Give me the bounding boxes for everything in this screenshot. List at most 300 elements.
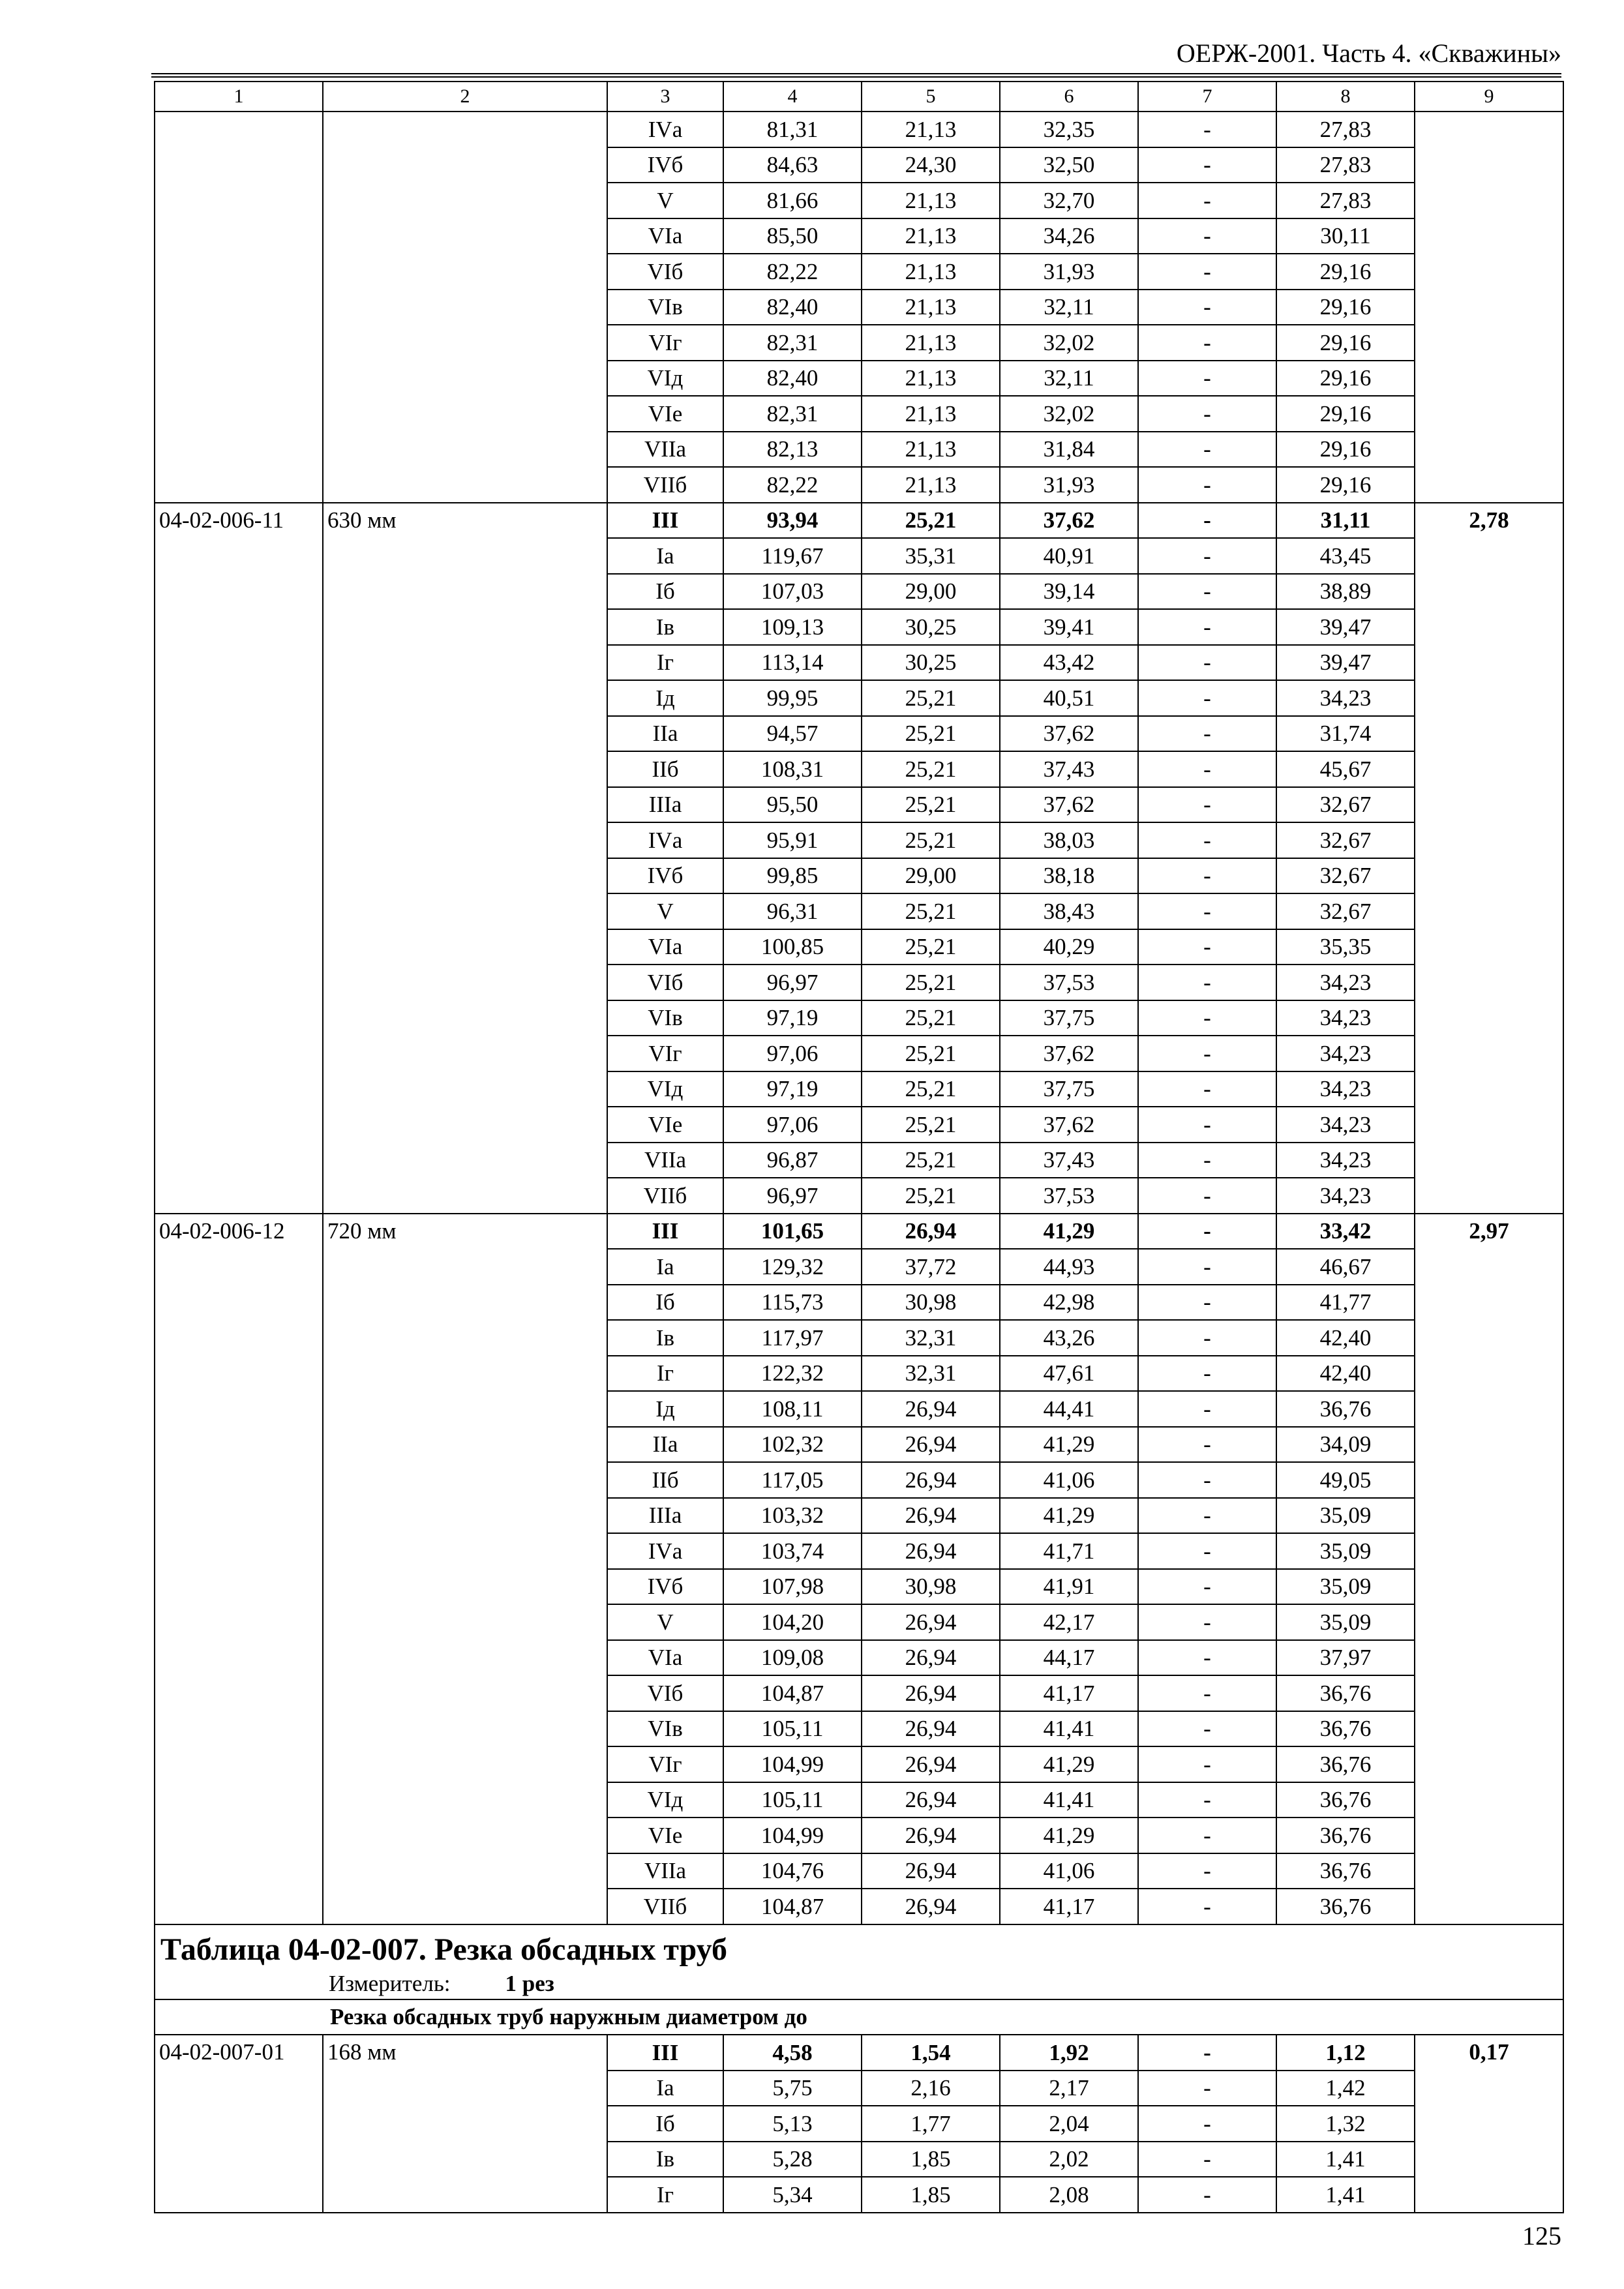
total-cost-cell: 96,31 — [723, 893, 862, 929]
driver-wages-cell: - — [1138, 1889, 1276, 1924]
zone-code-cell: IVа — [607, 822, 723, 858]
total-cost-cell: 107,03 — [723, 574, 862, 610]
machine-operation-cell: 42,98 — [1000, 1285, 1138, 1321]
total-cost-cell: 104,99 — [723, 1818, 862, 1853]
zone-code-cell: VIе — [607, 396, 723, 432]
wages-cell: 26,94 — [862, 1427, 1000, 1463]
driver-wages-cell: - — [1138, 1604, 1276, 1640]
zone-code-cell: Iг — [607, 2177, 723, 2213]
rate-parameter — [323, 112, 607, 503]
driver-wages-cell: - — [1138, 538, 1276, 574]
driver-wages-cell: - — [1138, 1285, 1276, 1321]
total-cost-cell: 85,50 — [723, 218, 862, 254]
materials-cell: 1,41 — [1276, 2142, 1415, 2177]
wages-cell: 24,30 — [862, 147, 1000, 183]
measure-label: Измеритель: — [329, 1970, 451, 1996]
driver-wages-cell: - — [1138, 858, 1276, 894]
machine-operation-cell: 32,02 — [1000, 396, 1138, 432]
total-cost-cell: 119,67 — [723, 538, 862, 574]
machine-operation-cell: 41,71 — [1000, 1533, 1138, 1569]
total-cost-cell: 97,19 — [723, 1000, 862, 1036]
materials-cell: 36,76 — [1276, 1889, 1415, 1924]
machine-operation-cell: 43,26 — [1000, 1320, 1138, 1356]
rate-code: 04-02-007-01 — [155, 2035, 323, 2213]
materials-cell: 34,23 — [1276, 1178, 1415, 1214]
machine-operation-cell: 37,75 — [1000, 1071, 1138, 1107]
total-cost-cell: 81,31 — [723, 112, 862, 147]
total-cost-cell: 96,87 — [723, 1143, 862, 1178]
machine-operation-cell: 37,62 — [1000, 716, 1138, 752]
driver-wages-cell: - — [1138, 2177, 1276, 2213]
machine-operation-cell: 37,43 — [1000, 751, 1138, 787]
materials-cell: 32,67 — [1276, 787, 1415, 823]
total-cost-cell: 82,22 — [723, 467, 862, 503]
machine-operation-cell: 2,02 — [1000, 2142, 1138, 2177]
wages-cell: 25,21 — [862, 822, 1000, 858]
materials-cell: 37,97 — [1276, 1640, 1415, 1676]
materials-cell: 29,16 — [1276, 325, 1415, 361]
zone-code-cell: VIб — [607, 965, 723, 1000]
driver-wages-cell: - — [1138, 147, 1276, 183]
wages-cell: 32,31 — [862, 1320, 1000, 1356]
wages-cell: 30,25 — [862, 645, 1000, 681]
zone-code-cell: VIб — [607, 1675, 723, 1711]
materials-cell: 31,74 — [1276, 716, 1415, 752]
driver-wages-cell: - — [1138, 361, 1276, 396]
wages-cell: 25,21 — [862, 1178, 1000, 1214]
zone-code-cell: VIIа — [607, 432, 723, 468]
total-cost-cell: 93,94 — [723, 503, 862, 539]
materials-cell: 35,09 — [1276, 1498, 1415, 1534]
machine-operation-cell: 1,92 — [1000, 2035, 1138, 2071]
machine-operation-cell: 40,91 — [1000, 538, 1138, 574]
column-number: 7 — [1138, 82, 1276, 112]
materials-cell: 29,16 — [1276, 254, 1415, 290]
driver-wages-cell: - — [1138, 893, 1276, 929]
total-cost-cell: 102,32 — [723, 1427, 862, 1463]
zone-code-cell: III — [607, 503, 723, 539]
total-cost-cell: 95,50 — [723, 787, 862, 823]
zone-code-cell: Iд — [607, 1391, 723, 1427]
header-rule — [151, 73, 1561, 78]
table-title-cell — [155, 1924, 1563, 1999]
materials-cell: 42,40 — [1276, 1320, 1415, 1356]
materials-cell: 33,42 — [1276, 1214, 1415, 1249]
wages-cell: 25,21 — [862, 965, 1000, 1000]
wages-cell: 32,31 — [862, 1356, 1000, 1392]
zone-code-cell: Iа — [607, 2071, 723, 2106]
zone-code-cell: V — [607, 1604, 723, 1640]
zone-code-cell: VIа — [607, 1640, 723, 1676]
machine-operation-cell: 40,29 — [1000, 929, 1138, 965]
column-number: 9 — [1415, 82, 1563, 112]
materials-cell: 1,32 — [1276, 2106, 1415, 2142]
zone-code-cell: VIа — [607, 929, 723, 965]
machine-operation-cell: 47,61 — [1000, 1356, 1138, 1392]
driver-wages-cell: - — [1138, 822, 1276, 858]
driver-wages-cell: - — [1138, 1391, 1276, 1427]
machine-operation-cell: 44,17 — [1000, 1640, 1138, 1676]
zone-code-cell: Iб — [607, 574, 723, 610]
machine-operation-cell: 41,41 — [1000, 1782, 1138, 1818]
wages-cell: 30,98 — [862, 1569, 1000, 1605]
wages-cell: 21,13 — [862, 325, 1000, 361]
materials-cell: 29,16 — [1276, 290, 1415, 325]
machine-operation-cell: 31,93 — [1000, 467, 1138, 503]
machine-operation-cell: 32,11 — [1000, 290, 1138, 325]
wages-cell: 26,94 — [862, 1711, 1000, 1747]
machine-operation-cell: 32,70 — [1000, 183, 1138, 218]
driver-wages-cell: - — [1138, 1427, 1276, 1463]
labor-cost — [1415, 112, 1563, 503]
zone-code-cell: VIд — [607, 1071, 723, 1107]
total-cost-cell: 99,95 — [723, 680, 862, 716]
rate-parameter: 168 мм — [323, 2035, 607, 2213]
machine-operation-cell: 40,51 — [1000, 680, 1138, 716]
machine-operation-cell: 41,29 — [1000, 1427, 1138, 1463]
total-cost-cell: 97,19 — [723, 1071, 862, 1107]
column-number: 1 — [155, 82, 323, 112]
wages-cell: 26,94 — [862, 1462, 1000, 1498]
wages-cell: 21,13 — [862, 290, 1000, 325]
total-cost-cell: 105,11 — [723, 1711, 862, 1747]
total-cost-cell: 104,87 — [723, 1675, 862, 1711]
driver-wages-cell: - — [1138, 609, 1276, 645]
column-number: 5 — [862, 82, 1000, 112]
machine-operation-cell: 37,62 — [1000, 1036, 1138, 1071]
machine-operation-cell: 41,29 — [1000, 1746, 1138, 1782]
measure-unit: 1 рез — [505, 1970, 554, 1996]
column-number: 4 — [723, 82, 862, 112]
zone-code-cell: Iв — [607, 1320, 723, 1356]
machine-operation-cell: 41,17 — [1000, 1675, 1138, 1711]
total-cost-cell: 5,13 — [723, 2106, 862, 2142]
zone-code-cell: III — [607, 1214, 723, 1249]
driver-wages-cell: - — [1138, 325, 1276, 361]
wages-cell: 26,94 — [862, 1604, 1000, 1640]
materials-cell: 36,76 — [1276, 1746, 1415, 1782]
zone-code-cell: IVа — [607, 112, 723, 147]
wages-cell: 25,21 — [862, 787, 1000, 823]
driver-wages-cell: - — [1138, 1782, 1276, 1818]
machine-operation-cell: 32,02 — [1000, 325, 1138, 361]
driver-wages-cell: - — [1138, 965, 1276, 1000]
wages-cell: 2,16 — [862, 2071, 1000, 2106]
zone-code-cell: IVб — [607, 147, 723, 183]
zone-code-cell: IIIа — [607, 787, 723, 823]
zone-code-cell: VIд — [607, 1782, 723, 1818]
materials-cell: 30,11 — [1276, 218, 1415, 254]
total-cost-cell: 5,34 — [723, 2177, 862, 2213]
driver-wages-cell: - — [1138, 1498, 1276, 1534]
zone-code-cell: VIд — [607, 361, 723, 396]
wages-cell: 21,13 — [862, 467, 1000, 503]
machine-operation-cell: 39,14 — [1000, 574, 1138, 610]
total-cost-cell: 105,11 — [723, 1782, 862, 1818]
total-cost-cell: 97,06 — [723, 1036, 862, 1071]
wages-cell: 25,21 — [862, 1071, 1000, 1107]
machine-operation-cell: 32,11 — [1000, 361, 1138, 396]
zone-code-cell: VIIб — [607, 467, 723, 503]
driver-wages-cell: - — [1138, 2071, 1276, 2106]
wages-cell: 26,94 — [862, 1640, 1000, 1676]
wages-cell: 25,21 — [862, 929, 1000, 965]
wages-cell: 21,13 — [862, 254, 1000, 290]
wages-cell: 25,21 — [862, 1107, 1000, 1143]
total-cost-cell: 108,31 — [723, 751, 862, 787]
materials-cell: 35,09 — [1276, 1533, 1415, 1569]
driver-wages-cell: - — [1138, 112, 1276, 147]
driver-wages-cell: - — [1138, 183, 1276, 218]
machine-operation-cell: 32,50 — [1000, 147, 1138, 183]
driver-wages-cell: - — [1138, 1107, 1276, 1143]
wages-cell: 26,94 — [862, 1391, 1000, 1427]
materials-cell: 34,23 — [1276, 1000, 1415, 1036]
total-cost-cell: 104,87 — [723, 1889, 862, 1924]
total-cost-cell: 84,63 — [723, 147, 862, 183]
total-cost-cell: 117,97 — [723, 1320, 862, 1356]
total-cost-cell: 4,58 — [723, 2035, 862, 2071]
total-cost-cell: 5,28 — [723, 2142, 862, 2177]
total-cost-cell: 113,14 — [723, 645, 862, 681]
materials-cell: 27,83 — [1276, 183, 1415, 218]
wages-cell: 25,21 — [862, 1036, 1000, 1071]
table-row — [155, 2035, 1563, 2071]
materials-cell: 36,76 — [1276, 1675, 1415, 1711]
driver-wages-cell: - — [1138, 2035, 1276, 2071]
zone-code-cell: IIб — [607, 751, 723, 787]
materials-cell: 36,76 — [1276, 1818, 1415, 1853]
total-cost-cell: 96,97 — [723, 1178, 862, 1214]
machine-operation-cell: 42,17 — [1000, 1604, 1138, 1640]
wages-cell: 26,94 — [862, 1214, 1000, 1249]
wages-cell: 25,21 — [862, 893, 1000, 929]
zone-code-cell: IIа — [607, 716, 723, 752]
driver-wages-cell: - — [1138, 503, 1276, 539]
materials-cell: 35,35 — [1276, 929, 1415, 965]
driver-wages-cell: - — [1138, 290, 1276, 325]
column-number: 3 — [607, 82, 723, 112]
machine-operation-cell: 31,93 — [1000, 254, 1138, 290]
subheading-row — [155, 1999, 1563, 2035]
wages-cell: 26,94 — [862, 1746, 1000, 1782]
materials-cell: 38,89 — [1276, 574, 1415, 610]
machine-operation-cell: 41,06 — [1000, 1853, 1138, 1889]
materials-cell: 32,67 — [1276, 858, 1415, 894]
wages-cell: 1,85 — [862, 2142, 1000, 2177]
rate-code: 04-02-006-12 — [155, 1214, 323, 1924]
wages-cell: 1,54 — [862, 2035, 1000, 2071]
driver-wages-cell: - — [1138, 218, 1276, 254]
driver-wages-cell: - — [1138, 1036, 1276, 1071]
materials-cell: 36,76 — [1276, 1711, 1415, 1747]
wages-cell: 26,94 — [862, 1498, 1000, 1534]
materials-cell: 29,16 — [1276, 467, 1415, 503]
zone-code-cell: VIIа — [607, 1853, 723, 1889]
column-number: 8 — [1276, 82, 1415, 112]
zone-code-cell: III — [607, 2035, 723, 2071]
column-number: 6 — [1000, 82, 1138, 112]
machine-operation-cell: 41,06 — [1000, 1462, 1138, 1498]
driver-wages-cell: - — [1138, 1214, 1276, 1249]
wages-cell: 25,21 — [862, 716, 1000, 752]
wages-cell: 26,94 — [862, 1782, 1000, 1818]
materials-cell: 32,67 — [1276, 893, 1415, 929]
zone-code-cell: VIв — [607, 1000, 723, 1036]
machine-operation-cell: 41,29 — [1000, 1214, 1138, 1249]
driver-wages-cell: - — [1138, 1000, 1276, 1036]
total-cost-cell: 82,13 — [723, 432, 862, 468]
total-cost-cell: 82,40 — [723, 290, 862, 325]
machine-operation-cell: 37,62 — [1000, 1107, 1138, 1143]
zone-code-cell: IIа — [607, 1427, 723, 1463]
materials-cell: 27,83 — [1276, 147, 1415, 183]
machine-operation-cell: 43,42 — [1000, 645, 1138, 681]
machine-operation-cell: 38,18 — [1000, 858, 1138, 894]
materials-cell: 31,11 — [1276, 503, 1415, 539]
driver-wages-cell: - — [1138, 1675, 1276, 1711]
wages-cell: 21,13 — [862, 183, 1000, 218]
machine-operation-cell: 2,04 — [1000, 2106, 1138, 2142]
total-cost-cell: 94,57 — [723, 716, 862, 752]
table-row — [155, 1214, 1563, 1249]
driver-wages-cell: - — [1138, 1746, 1276, 1782]
total-cost-cell: 82,31 — [723, 325, 862, 361]
wages-cell: 21,13 — [862, 396, 1000, 432]
materials-cell: 36,76 — [1276, 1391, 1415, 1427]
zone-code-cell: Iа — [607, 1249, 723, 1285]
materials-cell: 27,83 — [1276, 112, 1415, 147]
total-cost-cell: 104,99 — [723, 1746, 862, 1782]
wages-cell: 21,13 — [862, 112, 1000, 147]
driver-wages-cell: - — [1138, 254, 1276, 290]
driver-wages-cell: - — [1138, 751, 1276, 787]
total-cost-cell: 108,11 — [723, 1391, 862, 1427]
zone-code-cell: VIа — [607, 218, 723, 254]
machine-operation-cell: 34,26 — [1000, 218, 1138, 254]
zone-code-cell: IVа — [607, 1533, 723, 1569]
driver-wages-cell: - — [1138, 432, 1276, 468]
driver-wages-cell: - — [1138, 716, 1276, 752]
materials-cell: 34,23 — [1276, 1107, 1415, 1143]
driver-wages-cell: - — [1138, 2106, 1276, 2142]
wages-cell: 25,21 — [862, 680, 1000, 716]
machine-operation-cell: 41,17 — [1000, 1889, 1138, 1924]
table-title-row — [155, 1924, 1563, 1999]
machine-operation-cell: 44,93 — [1000, 1249, 1138, 1285]
total-cost-cell: 81,66 — [723, 183, 862, 218]
driver-wages-cell: - — [1138, 1462, 1276, 1498]
zone-code-cell: Iб — [607, 1285, 723, 1321]
driver-wages-cell: - — [1138, 1569, 1276, 1605]
driver-wages-cell: - — [1138, 1853, 1276, 1889]
total-cost-cell: 104,20 — [723, 1604, 862, 1640]
materials-cell: 34,23 — [1276, 1071, 1415, 1107]
materials-cell: 35,09 — [1276, 1604, 1415, 1640]
wages-cell: 21,13 — [862, 218, 1000, 254]
materials-cell: 1,42 — [1276, 2071, 1415, 2106]
driver-wages-cell: - — [1138, 1178, 1276, 1214]
machine-operation-cell: 37,53 — [1000, 1178, 1138, 1214]
column-number: 2 — [323, 82, 607, 112]
driver-wages-cell: - — [1138, 574, 1276, 610]
zone-code-cell: VIг — [607, 1036, 723, 1071]
materials-cell: 34,23 — [1276, 1143, 1415, 1178]
total-cost-cell: 82,31 — [723, 396, 862, 432]
zone-code-cell: Iг — [607, 645, 723, 681]
rate-parameter: 630 мм — [323, 503, 607, 1214]
table-title: Таблица 04-02-007. Резка обсадных труб — [160, 1932, 727, 1967]
materials-cell: 34,09 — [1276, 1427, 1415, 1463]
driver-wages-cell: - — [1138, 680, 1276, 716]
wages-cell: 29,00 — [862, 858, 1000, 894]
zone-code-cell: V — [607, 183, 723, 218]
labor-cost: 0,17 — [1415, 2035, 1563, 2213]
materials-cell: 1,41 — [1276, 2177, 1415, 2213]
zone-code-cell: Iг — [607, 1356, 723, 1392]
machine-operation-cell: 31,84 — [1000, 432, 1138, 468]
machine-operation-cell: 41,91 — [1000, 1569, 1138, 1605]
rate-parameter: 720 мм — [323, 1214, 607, 1924]
wages-cell: 29,00 — [862, 574, 1000, 610]
machine-operation-cell: 38,43 — [1000, 893, 1138, 929]
machine-operation-cell: 37,75 — [1000, 1000, 1138, 1036]
zone-code-cell: IIIа — [607, 1498, 723, 1534]
driver-wages-cell: - — [1138, 1818, 1276, 1853]
driver-wages-cell: - — [1138, 467, 1276, 503]
rate-code — [155, 112, 323, 503]
zone-code-cell: Iв — [607, 2142, 723, 2177]
wages-cell: 25,21 — [862, 751, 1000, 787]
rate-code: 04-02-006-11 — [155, 503, 323, 1214]
materials-cell: 36,76 — [1276, 1782, 1415, 1818]
machine-operation-cell: 37,62 — [1000, 787, 1138, 823]
total-cost-cell: 99,85 — [723, 858, 862, 894]
materials-cell: 29,16 — [1276, 432, 1415, 468]
driver-wages-cell: - — [1138, 396, 1276, 432]
wages-cell: 25,21 — [862, 503, 1000, 539]
materials-cell: 43,45 — [1276, 538, 1415, 574]
column-number-row — [155, 82, 1563, 112]
labor-cost: 2,97 — [1415, 1214, 1563, 1924]
driver-wages-cell: - — [1138, 1711, 1276, 1747]
driver-wages-cell: - — [1138, 1356, 1276, 1392]
total-cost-cell: 101,65 — [723, 1214, 862, 1249]
driver-wages-cell: - — [1138, 787, 1276, 823]
machine-operation-cell: 44,41 — [1000, 1391, 1138, 1427]
zone-code-cell: IIб — [607, 1462, 723, 1498]
driver-wages-cell: - — [1138, 2142, 1276, 2177]
machine-operation-cell: 41,41 — [1000, 1711, 1138, 1747]
total-cost-cell: 104,76 — [723, 1853, 862, 1889]
wages-cell: 26,94 — [862, 1675, 1000, 1711]
materials-cell: 34,23 — [1276, 1036, 1415, 1071]
machine-operation-cell: 2,17 — [1000, 2071, 1138, 2106]
measure-line — [329, 1972, 1557, 1995]
driver-wages-cell: - — [1138, 1071, 1276, 1107]
total-cost-cell: 82,40 — [723, 361, 862, 396]
materials-cell: 34,23 — [1276, 680, 1415, 716]
materials-cell: 29,16 — [1276, 361, 1415, 396]
zone-code-cell: VIIа — [607, 1143, 723, 1178]
materials-cell: 49,05 — [1276, 1462, 1415, 1498]
zone-code-cell: VIб — [607, 254, 723, 290]
total-cost-cell: 103,32 — [723, 1498, 862, 1534]
zone-code-cell: V — [607, 893, 723, 929]
wages-cell: 30,98 — [862, 1285, 1000, 1321]
wages-cell: 26,94 — [862, 1853, 1000, 1889]
total-cost-cell: 103,74 — [723, 1533, 862, 1569]
